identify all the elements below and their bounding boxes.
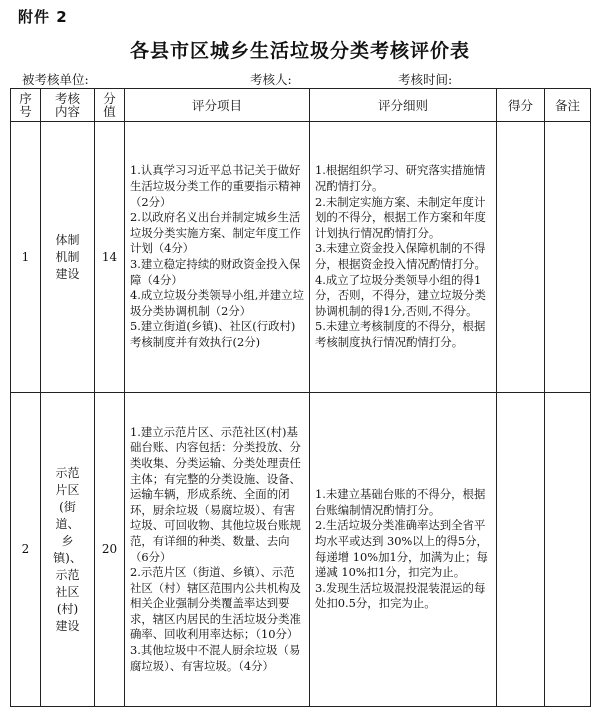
assessment-time-label: 考核时间: bbox=[398, 72, 453, 87]
row-score: 14 bbox=[95, 122, 125, 393]
row-items: 1.建立示范片区、示范社区(村)基础台账、内容包括：分类投放、分类收集、分类运输、分类处理责任主体；有完整的分类设施、设备、运输车辆，形成系统、全面的闭环，厨余垃圾（易腐垃圾）、有害垃圾、可回收物、其他垃圾台账规范，有详细的种类、数量、去向（6分） 2.示范片区（街道、乡镇）、示范社区（村）辖区范围内公共机构及相关企业强制分类覆盖率达到要求，辖区内居民的生活垃圾分类准确率、回收利用率达标；（10分） 3.其他垃圾中不混人厨余垃圾（易腐垃圾）、有害垃圾。（4分） bbox=[125, 393, 310, 707]
header-remark: 备注 bbox=[545, 89, 591, 122]
table-row bbox=[11, 122, 591, 393]
table-header-row bbox=[11, 89, 591, 122]
header-item: 评分项目 bbox=[125, 89, 310, 122]
row-details: 1.根据组织学习、研究落实措施情况酌情打分。 2.未制定实施方案、未制定年度计划的不得分，根据工作方案和年度计划执行情况酌情打分。 3.未建立资金投入保障机制的不得分，根据资金投入情况酌情打分。 4.成立了垃圾分类领导小组的得1分，否则，不得分，建立垃圾分类协调机制的得1分,否则,不得分。 5.未建立考核制度的不得分，根据考核制度执行情况酌情打分。 bbox=[310, 122, 497, 393]
header-content: 考核内容 bbox=[41, 89, 95, 122]
attachment-label: 附件 2 bbox=[18, 8, 68, 26]
header-seq: 序号 bbox=[11, 89, 41, 122]
header-score: 分值 bbox=[95, 89, 125, 122]
row-seq: 1 bbox=[11, 122, 41, 393]
row-details: 1.未建立基础台账的不得分，根据台账编制情况酌情打分。 2.生活垃圾分类准确率达到全省平均水平或达到 30%以上的得5分，每递增 10%加1分，加满为止；每递减 10%扣1分，扣完为止。 3.发现生活垃圾混投混装混运的每处扣0.5分，扣完为止。 bbox=[310, 393, 497, 707]
assessor-label: 考核人: bbox=[250, 72, 292, 87]
table-row bbox=[11, 393, 591, 707]
row-content: 体制机制建设 bbox=[41, 122, 95, 393]
row-got-score[interactable] bbox=[497, 393, 545, 707]
evaluation-table bbox=[10, 88, 591, 707]
assessed-unit-label: 被考核单位: bbox=[22, 72, 89, 87]
document-title: 各县市区城乡生活垃圾分类考核评价表 bbox=[129, 40, 470, 62]
header-detail: 评分细则 bbox=[310, 89, 497, 122]
row-items: 1.认真学习习近平总书记关于做好生活垃圾分类工作的重要指示精神（2分） 2.以政府名义出台并制定城乡生活垃圾分类实施方案、制定年度工作计划（4分） 3.建立稳定持续的财政资金投入保障（4分） 4.成立垃圾分类领导小组,并建立垃圾分类协调机制（2分） 5.建立街道(乡镇)、社区(行政村)考核制度并有效执行(2分) bbox=[125, 122, 310, 393]
row-seq: 2 bbox=[11, 393, 41, 707]
row-remark[interactable] bbox=[545, 393, 591, 707]
header-got: 得分 bbox=[497, 89, 545, 122]
row-got-score[interactable] bbox=[497, 122, 545, 393]
row-remark[interactable] bbox=[545, 122, 591, 393]
row-score: 20 bbox=[95, 393, 125, 707]
row-content: 示范片区(街道、乡镇)、示范社区(村)建设 bbox=[41, 393, 95, 707]
